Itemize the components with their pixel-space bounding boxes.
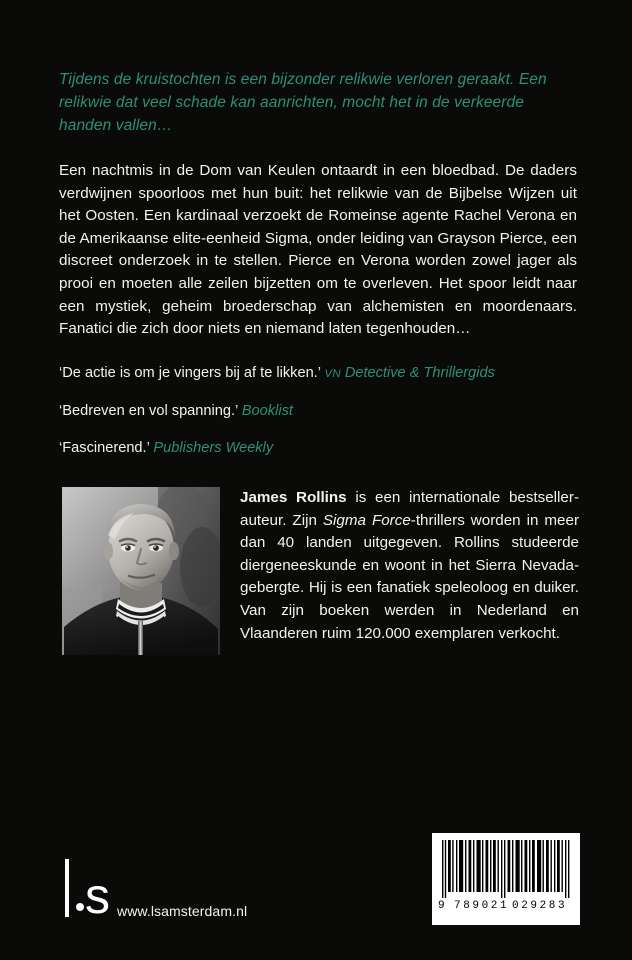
barcode-right-group: 029283 (512, 900, 568, 912)
isbn-barcode (432, 833, 580, 925)
quote-source: Publishers Weekly (153, 440, 274, 456)
author-photo (62, 487, 220, 655)
review-quote (59, 401, 587, 421)
quote-text: ‘Bedreven en vol spanning.’ (59, 403, 238, 419)
barcode-bars-graphic (442, 840, 570, 898)
logo-dot (76, 903, 84, 911)
quote-source: Detective & Thrillergids (344, 365, 495, 381)
author-name: James Rollins (240, 489, 347, 506)
quote-text: ‘De actie is om je vingers bij af te likken.’ (59, 365, 321, 381)
quote-source: Booklist (241, 403, 293, 419)
logo-s-letter: s (85, 868, 109, 924)
barcode-left-group: 789021 (454, 900, 510, 912)
quote-text: ‘Fascinerend.’ (59, 440, 150, 456)
bio-text-part1: is een internationale bestseller-auteur. Zijn (240, 489, 579, 529)
synopsis-paragraph: Een nachtmis in de Dom van Keulen ontaardt in een bloedbad. De daders verdwijnen spoorloos met hun buit: het relikwie van de Bijbelse Wijzen uit het Oosten. Een kardinaal verzoekt de Romeinse agente Rachel Verona en de Amerikaanse elite-eenheid Sigma, onder leiding van Grayson Pierce, een discreet onderzoek in te stellen. Pierce en Verona worden zowel jager als prooi en moeten alle zeilen bijzetten om te overleven. Het spoor leidt naar een mystiek, geheim broederschap van alchemisten en moordenaars. Fanatici die zich door niets en niemand laten tegenhouden… (59, 162, 577, 338)
intro-tagline: Tijdens de kruistochten is een bijzonder relikwie verloren geraakt. Een relikwie dat veel schade kan aanrichten, mocht het in de verkeerde handen vallen… (59, 71, 547, 134)
author-portrait-graphic (62, 487, 220, 655)
publisher-logo (62, 859, 122, 924)
author-bio (240, 487, 579, 645)
bio-text-part2: -thrillers worden in meer dan 40 landen uitgegeven. Rollins studeerde diergeneeskunde en woont in het Sierra Nevada-gebergte. Hij is een fanatiek speleoloog en duiker. Van zijn boeken werden in Nederland en Vlaanderen ruim 120.000 exemplaren verkocht. (240, 511, 579, 642)
review-quotes (59, 363, 587, 458)
barcode-digits (432, 899, 580, 915)
logo-l-stem (65, 859, 69, 917)
review-quote (59, 363, 587, 384)
quote-source-prefix: VN (324, 368, 341, 380)
publisher-url: www.lsamsterdam.nl (117, 903, 248, 919)
series-title: Sigma Force (322, 511, 411, 529)
review-quote (59, 438, 587, 458)
barcode-lead-digit: 9 (438, 900, 445, 912)
